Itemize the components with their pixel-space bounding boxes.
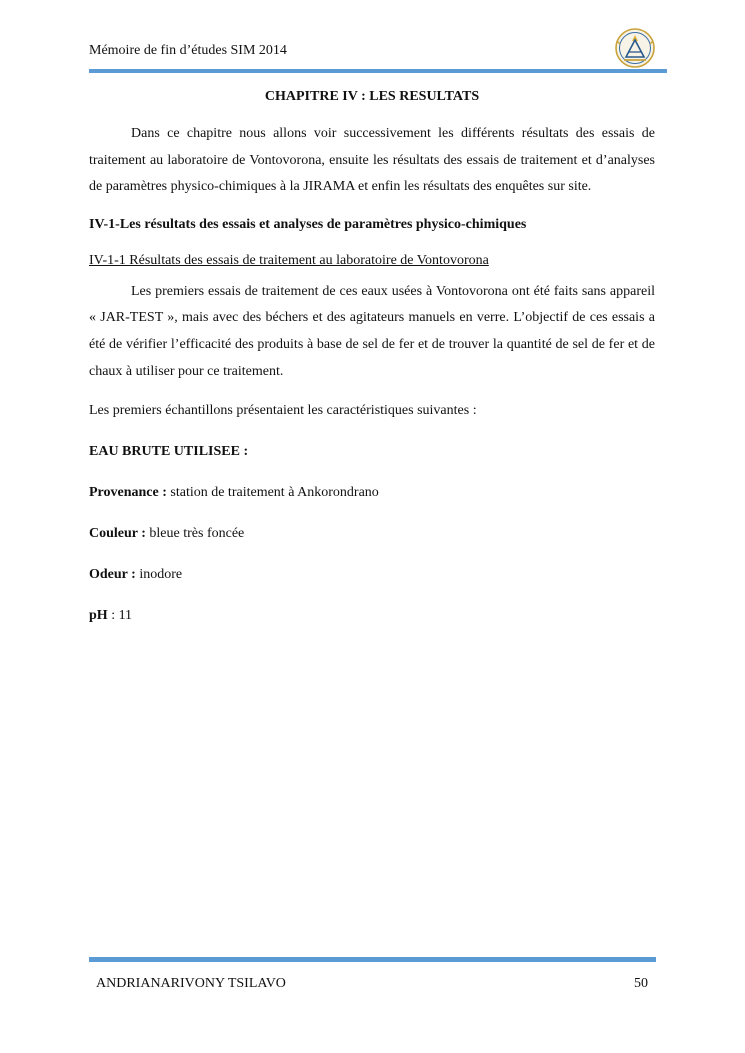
field-value: inodore [135, 567, 183, 583]
field-value: bleue très foncée [145, 526, 245, 542]
subsection-heading: IV-1-1 Résultats des essais de traitement au laboratoire de Vontovorona [89, 252, 489, 268]
section-heading: IV-1-Les résultats des essais et analyses de paramètres physico-chimiques [89, 216, 527, 232]
field-label: Provenance : [89, 485, 167, 501]
samples-intro: Les premiers échantillons présentaient les caractéristiques suivantes : [89, 403, 477, 419]
field-label: Couleur : [89, 526, 146, 542]
document-body [89, 87, 655, 626]
treatment-paragraph: Les premiers essais de traitement de ces eaux usées à Vontovorona ont été faits sans appareil « JAR-TEST », mais avec des béchers et des agitateurs manuels en verre. L’objectif de ces essais a été de vérifier l’efficacité des produits à base de sel de fer et de trouver la quantité de sel de fer et de chaux à utiliser pour ce traitement. [89, 283, 655, 379]
raw-water-heading: EAU BRUTE UTILISEE : [89, 444, 249, 460]
university-emblem-icon [614, 27, 656, 69]
header-title: Mémoire de fin d’études SIM 2014 [89, 43, 287, 58]
field-couleur [89, 524, 655, 544]
field-provenance [89, 483, 655, 503]
footer-author: ANDRIANARIVONY TSILAVO [96, 976, 286, 991]
header-rule [89, 69, 667, 73]
page-number: 50 [634, 976, 648, 991]
field-label: Odeur : [89, 567, 136, 583]
chapter-title: CHAPITRE IV : LES RESULTATS [264, 89, 480, 104]
footer-rule [89, 957, 656, 962]
field-value: station de traitement à Ankorondrano [166, 485, 379, 501]
field-label: pH [89, 608, 108, 624]
field-ph [89, 606, 655, 626]
field-odeur [89, 565, 655, 585]
field-value: : 11 [107, 608, 133, 624]
intro-paragraph: Dans ce chapitre nous allons voir successivement les différents résultats des essais de traitement au laboratoire de Vontovorona, ensuite les résultats des essais de traitement et d’analyses de paramètres physico-chimiques à la JIRAMA et enfin les résultats des enquêtes sur site. [89, 126, 655, 195]
